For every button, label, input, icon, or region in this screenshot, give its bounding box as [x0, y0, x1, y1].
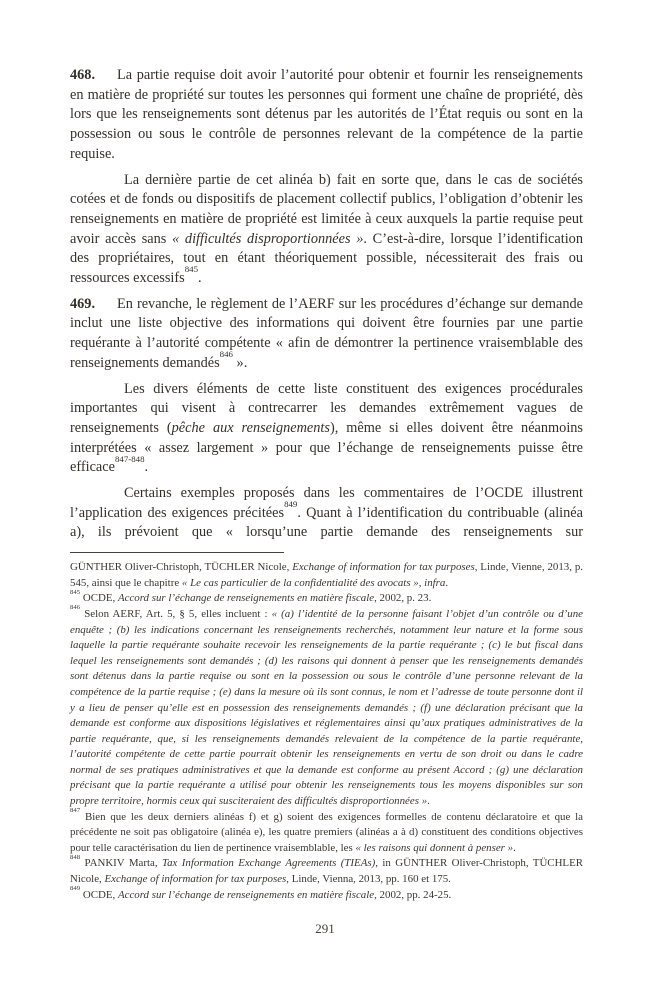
footnote-number: 845: [70, 588, 81, 596]
text-run: Les divers éléments de cette liste constituent des exigences procédurales importantes qui visent à contrecarrer les demandes extrêmement vagues de renseignements (: [70, 380, 583, 436]
footnote-ref: 846: [219, 349, 233, 360]
footnote-ref: 849: [284, 499, 298, 510]
text-run: .: [144, 459, 149, 476]
italic-text: « Le cas particulier de la confidentialité des avocats », infra: [181, 576, 446, 589]
text-run: ».: [232, 354, 248, 371]
page-number: 291: [315, 921, 335, 936]
text-run: , Linde, Vienna, 2013, pp. 160 et 175.: [286, 873, 451, 886]
italic-text: pêche aux renseignements: [171, 419, 330, 436]
text-run: , in GÜNTHER Oliver-Christoph, TÜCHLER Nicole,: [70, 857, 584, 886]
footnote-separator: [70, 552, 284, 553]
footnote: [70, 853, 584, 887]
footnote-number: 848: [70, 853, 81, 861]
text-column: [70, 66, 583, 903]
text-run: Selon AERF, Art. 5, § 5, elles incluent :: [80, 607, 272, 620]
text-run: Bien que les deux derniers alinéas f) et g) soient des exigences formelles de contenu déclaratoire et que la précédente ne soit pas obligatoire (alinéa e), les quatre premiers (alinéas a à d) constituent des conditions objectives pour telle caractérisation du lien de pertinence vraisemblable, les: [70, 810, 583, 854]
body-paragraph: [70, 66, 583, 165]
footnote: [70, 588, 583, 607]
text-run: Certains exemples proposés dans les commentaires de l’OCDE illustrent l’application des exigences précitées: [70, 485, 583, 521]
text-run: OCDE,: [80, 888, 118, 901]
italic-text: Exchange of information for tax purposes: [292, 561, 475, 574]
body-paragraph: [70, 171, 583, 289]
text-run: .: [513, 841, 516, 854]
italic-text: « (a) l’identité de la personne faisant l’objet d’un contrôle ou d’une enquête ; (b) les indications concernant les renseignements recherchés, notamment leur nature et la forme sous laquelle la partie requérante souhaite recevoir les renseignements de la partie requérante ; (c) le but fiscal dans lequel les renseignements sont demandés ; (d) les raisons qui donnent à penser que les renseignements demandés sont détenus dans la partie requise ou sont en la possession ou sous le contrôle d’une personne relevant de la compétence de la partie requise ; (e) dans la mesure où ils sont connus, le nom et l’adresse de toute personne dont il y a lieu de penser qu’elle est en possession des renseignements demandés ; (f) une déclaration précisant que la demande est conforme aux dispositions législatives et réglementaires ainsi qu’aux pratiques administratives de la partie requérante, que, si les renseignements demandés relevaient de la compétence de la partie requérante, l’autorité compétente de cette partie pourrait obtenir les renseignements en vertu de son droit ou dans le cadre normal de ses pratiques administratives et que la demande est conforme au présent Accord ; (g) une déclaration précisant que la partie requérante a utilisé pour obtenir les renseignements tous les moyens disponibles sur son propre territoire, hormis ceux qui susciteraient des difficultés disproportionnées »: [70, 607, 584, 808]
text-run: En revanche, le règlement de l’AERF sur les procédures d’échange sur demande inclut une liste objective des informations qui doivent être fournies par une partie requérante à l’autorité compétente « afin de démontrer la pertinence vraisemblable des renseignements demandés: [70, 295, 583, 371]
text-run: OCDE,: [80, 592, 118, 605]
footnote: [70, 807, 583, 857]
footnote-ref: 845: [184, 264, 199, 275]
text-run: La dernière partie de cet alinéa b) fait en sorte que, dans le cas de sociétés cotées et de fonds ou dispositifs de placement collectif publics, l’obligation d’obtenir les renseignements en matière de propriété est limitée à ceux auxquels la partie requise peut avoir accès sans: [70, 171, 583, 247]
text-run: , Linde, Vienne, 2013, p. 545, ainsi que le chapitre: [70, 561, 584, 589]
italic-text: Accord sur l’échange de renseignements en matière fiscale: [117, 888, 375, 901]
text-run: .: [198, 270, 202, 287]
text-run: .: [427, 795, 430, 808]
text-run: ), même si elles doivent être néanmoins interprétées « assez largement » pour que l’échange de renseignements puisse être efficace: [70, 419, 583, 476]
footnote: [70, 604, 584, 810]
italic-text: « les raisons qui donnent à penser »: [355, 841, 514, 854]
paragraph-number: 468.: [70, 67, 96, 83]
footnote-number: 847: [70, 807, 81, 815]
italic-text: Accord sur l’échange de renseignements en matière fiscale: [117, 592, 375, 605]
paragraph-number: 469.: [70, 295, 96, 312]
footnotes-block: [70, 560, 583, 903]
italic-text: Exchange of information for tax purposes: [104, 873, 287, 886]
text-run: , 2002, p. 23.: [374, 592, 432, 605]
text-run: La partie requise doit avoir l’autorité pour obtenir et fournir les renseignements en matière de propriété sur toutes les personnes qui forment une chaîne de propriété, dès lors que les renseignements sont détenus par les autorités de l’État requis ou sont en la possession ou sous le contrôle de personnes relevant de la compétence de la partie requise.: [70, 67, 583, 162]
text-run: . C’est-à-dire, lorsque l’identification des propriétaires, tout en étant théoriquement possible, nécessiterait des frais ou ressources excessifs: [70, 230, 583, 287]
text-run: , 2002, pp. 24-25.: [374, 888, 452, 901]
body-paragraph: [70, 484, 583, 543]
footnote: [70, 560, 583, 591]
footnote-number: 849: [70, 884, 81, 892]
italic-text: « difficultés disproportionnées »: [172, 230, 364, 247]
body-paragraph: [70, 295, 583, 374]
main-text-block: [70, 66, 583, 543]
text-run: . Quant à l’identification du contribuable (alinéa a), ils prévoient que « lorsqu’une partie demande des renseignements sur: [70, 504, 583, 541]
footnote: [70, 884, 583, 904]
footnote-number: 846: [70, 604, 81, 612]
text-run: .: [445, 576, 449, 589]
italic-text: Tax Information Exchange Agreements (TIEAs): [162, 857, 376, 870]
body-paragraph: [70, 380, 583, 479]
text-run: PANKIV Marta,: [80, 857, 163, 870]
footnote-ref: 847-848: [114, 453, 145, 464]
text-run: GÜNTHER Oliver-Christoph, TÜCHLER Nicole,: [70, 561, 293, 574]
